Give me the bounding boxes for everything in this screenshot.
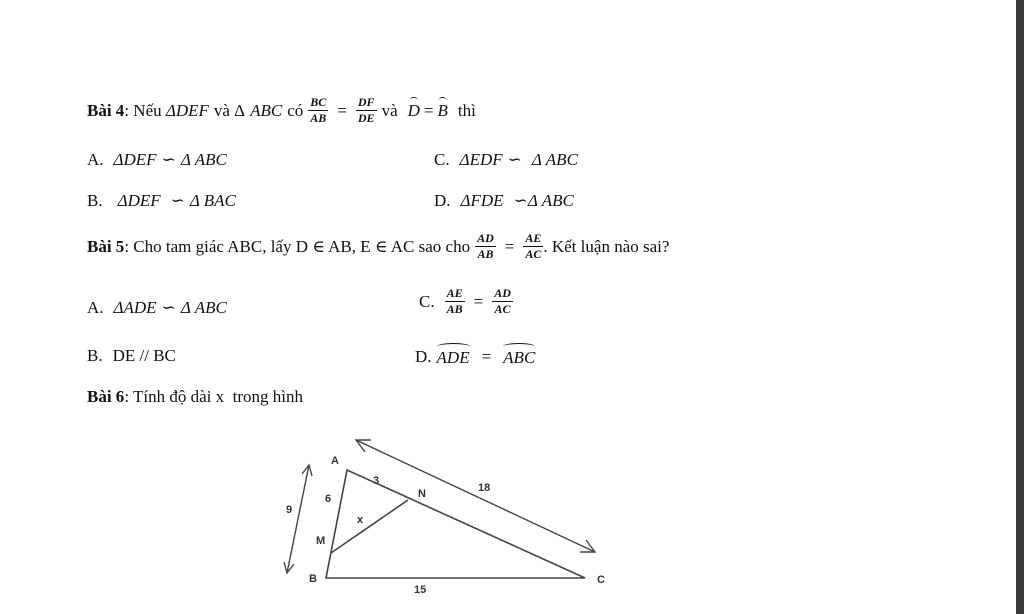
bai5-option-a-left: ΔADE: [113, 298, 157, 317]
similar-icon: ∽: [161, 298, 176, 317]
bai5-frac1-num: AD: [477, 231, 494, 245]
bai5-frac2-num: AE: [525, 231, 542, 245]
bai4-option-a-label: A.: [87, 150, 104, 169]
bai4-option-d-left: ΔFDE: [460, 191, 504, 210]
bai4-equals-2: =: [423, 100, 434, 120]
label-m: M: [316, 535, 326, 547]
bai4-angle-b: B: [437, 100, 448, 120]
bai4-frac1-num: BC: [310, 95, 327, 109]
length-am: 6: [325, 493, 332, 505]
bai5-title: Bài 5: [87, 236, 125, 256]
bai4-frac2-den: DE: [357, 111, 375, 125]
bai5-option-c-num2: AD: [494, 286, 511, 300]
label-n: N: [418, 488, 426, 500]
bai5-option-d-label: D.: [415, 347, 432, 366]
bai4-option-a-left: ΔDEF: [113, 150, 157, 169]
bai4-tri2: ABC: [250, 100, 283, 120]
bai5-option-c-den2: AC: [494, 302, 511, 316]
bai5-text: : Cho tam giác ABC, lấy D ∈ AB, E ∈ AC sao cho: [124, 236, 471, 256]
bai4-and2: và: [381, 100, 398, 120]
label-c: C: [597, 574, 605, 586]
bai4-frac2-num: DF: [357, 95, 375, 109]
bai6-text: : Tính độ dài x trong hình: [124, 387, 303, 406]
bai5-option-a-right: Δ ABC: [180, 298, 227, 317]
arrow-ac: [356, 440, 595, 552]
bai4-option-d-label: D.: [434, 191, 451, 210]
similar-icon: ∽: [161, 150, 176, 169]
label-b: B: [309, 573, 317, 585]
bai4-co: có: [287, 100, 304, 120]
bai5-option-b-label: B.: [87, 346, 103, 365]
bai4-option-b-left: ΔDEF: [117, 191, 161, 210]
bai4-frac1-den: AB: [310, 111, 327, 125]
bai5-option-c-equals: =: [473, 291, 484, 311]
bai4-option-c-right: Δ ABC: [531, 150, 578, 169]
bai4-option-a-right: Δ ABC: [180, 150, 227, 169]
bai5-option-d-equals: =: [481, 347, 492, 366]
bai4-and1: và Δ: [213, 100, 246, 120]
similar-icon: ∽: [170, 191, 185, 210]
bai4-angle-d: D: [407, 100, 420, 120]
bai4-tri1: ΔDEF: [165, 100, 209, 120]
bai5-equals: =: [504, 236, 515, 256]
bai5-frac1-den: AB: [477, 247, 494, 261]
bai4-option-c-left: ΔEDF: [459, 150, 503, 169]
bai5-option-c-den1: AB: [446, 302, 463, 316]
bai4-option-b-label: B.: [87, 191, 103, 210]
label-a: A: [331, 455, 339, 467]
bai5-option-d-right: ABC: [503, 348, 536, 367]
bai4-option-b-right: Δ BAC: [189, 191, 236, 210]
bai5-option-b-text: DE // BC: [112, 346, 176, 365]
bai5-option-a-label: A.: [87, 298, 104, 317]
length-mn: x: [357, 514, 364, 526]
bai4-option-d-right: Δ ABC: [527, 191, 574, 210]
similar-icon: ∽: [513, 191, 528, 210]
bai4-prefix: : Nếu: [124, 100, 166, 120]
length-ab: 9: [286, 504, 293, 516]
bai5-option-c-num1: AE: [446, 286, 463, 300]
bai5-tail: . Kết luận nào sai?: [543, 236, 670, 256]
bai4-title: Bài 4: [87, 100, 125, 120]
length-ac: 18: [478, 482, 491, 494]
bai5-option-d-left: ADE: [436, 348, 470, 367]
length-an: 3: [373, 475, 380, 487]
bai4-then: thì: [457, 100, 476, 120]
bai5-option-c-label: C.: [419, 291, 435, 311]
segment-mn: [331, 500, 408, 553]
bai6-title: Bài 6: [87, 387, 125, 406]
bai4-equals: =: [337, 100, 347, 120]
similar-icon: ∽: [507, 150, 522, 169]
length-bc: 15: [414, 584, 427, 596]
arrow-ab: [287, 465, 309, 573]
bai5-frac2-den: AC: [525, 247, 542, 261]
bai4-option-c-label: C.: [434, 150, 450, 169]
